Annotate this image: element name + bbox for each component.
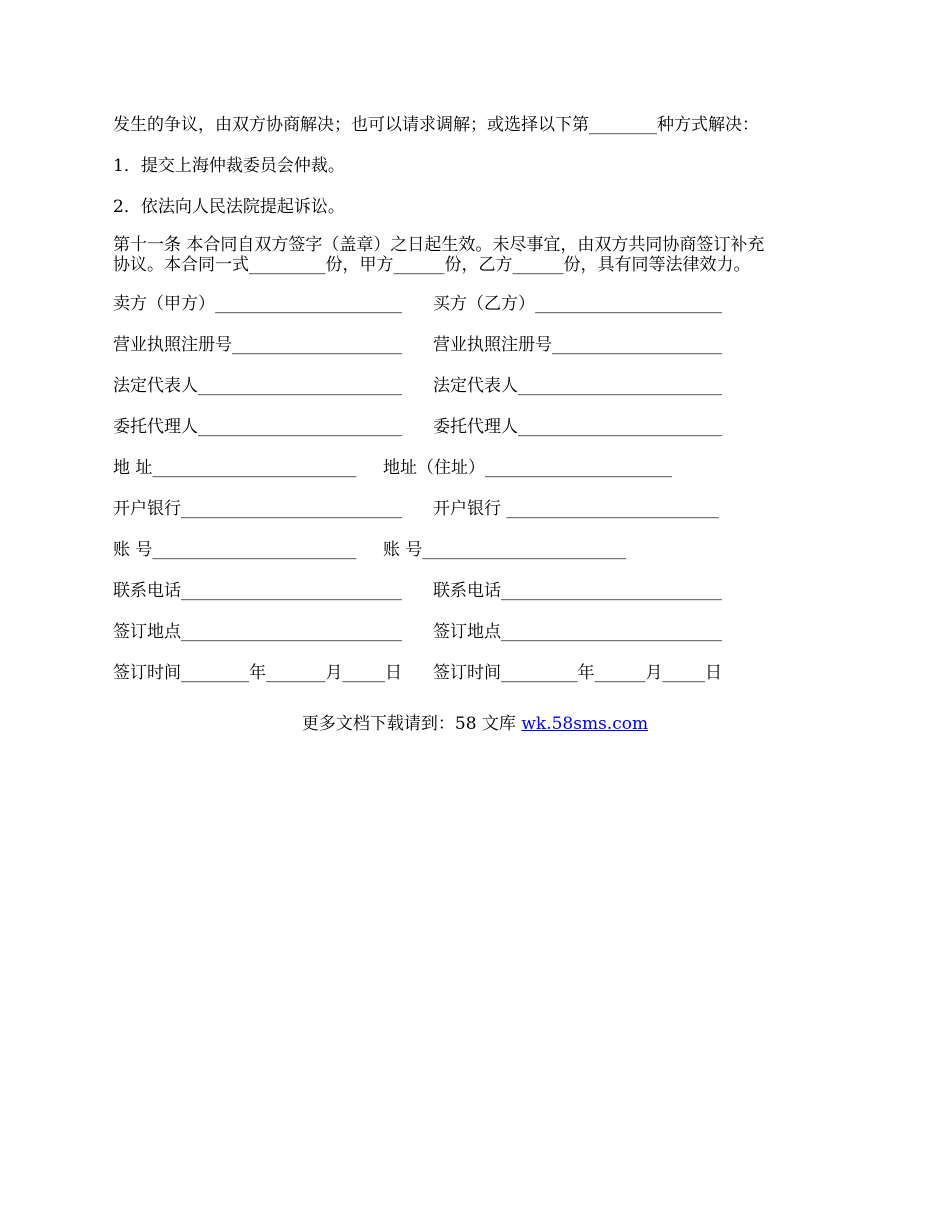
- signature-row-place: [113, 620, 837, 644]
- buyer-legal-rep-field[interactable]: 法定代表人________________________: [433, 376, 722, 396]
- signature-row-legal-rep: [113, 374, 837, 398]
- footer-link[interactable]: wk.58sms.com: [521, 714, 649, 734]
- buyer-party-field[interactable]: 买方（乙方）______________________: [433, 294, 722, 314]
- signature-row-agent: [113, 415, 837, 439]
- clause-11-line-2: 协议。本合同一式_________份，甲方______份，乙方______份，具有同等法律效力。: [113, 255, 751, 275]
- signature-row-license: [113, 333, 837, 357]
- buyer-phone-field[interactable]: 联系电话__________________________: [433, 581, 722, 601]
- buyer-account-field[interactable]: 账 号________________________: [383, 540, 627, 560]
- document-page: [113, 113, 837, 702]
- option-arbitration: 1．提交上海仲裁委员会仲裁。: [113, 156, 345, 176]
- seller-legal-rep-field[interactable]: 法定代表人________________________: [113, 376, 402, 396]
- signature-row-account: [113, 538, 837, 562]
- signature-row-address: [113, 456, 837, 480]
- seller-license-field[interactable]: 营业执照注册号____________________: [113, 335, 402, 355]
- download-footer: [0, 712, 950, 736]
- signature-row-bank: [113, 497, 837, 521]
- seller-address-field[interactable]: 地 址________________________: [113, 458, 357, 478]
- buyer-agent-field[interactable]: 委托代理人________________________: [433, 417, 722, 437]
- signature-row-phone: [113, 579, 837, 603]
- buyer-bank-field[interactable]: 开户银行 _________________________: [433, 499, 719, 519]
- footer-text: 更多文档下载请到：58 文库: [301, 714, 522, 734]
- seller-agent-field[interactable]: 委托代理人________________________: [113, 417, 402, 437]
- clause-11: [113, 235, 837, 275]
- signature-row-date: [113, 661, 837, 685]
- seller-signing-place-field[interactable]: 签订地点__________________________: [113, 622, 402, 642]
- dispute-resolution-text: 发生的争议，由双方协商解决；也可以请求调解；或选择以下第________种方式解决：: [113, 115, 759, 135]
- signature-row-party: [113, 292, 837, 316]
- seller-bank-field[interactable]: 开户银行__________________________: [113, 499, 402, 519]
- seller-account-field[interactable]: 账 号________________________: [113, 540, 357, 560]
- seller-signing-date-field[interactable]: 签订时间________年_______月_____日: [113, 663, 402, 683]
- buyer-license-field[interactable]: 营业执照注册号____________________: [433, 335, 722, 355]
- clause-11-line-1: 第十一条 本合同自双方签字（盖章）之日起生效。未尽事宜，由双方共同协商签订补充: [113, 235, 765, 255]
- seller-phone-field[interactable]: 联系电话__________________________: [113, 581, 402, 601]
- seller-party-field[interactable]: 卖方（甲方）______________________: [113, 294, 402, 314]
- option-litigation: 2．依法向人民法院提起诉讼。: [113, 197, 345, 217]
- buyer-signing-date-field[interactable]: 签订时间_________年______月_____日: [433, 663, 722, 683]
- buyer-signing-place-field[interactable]: 签订地点__________________________: [433, 622, 722, 642]
- buyer-address-field[interactable]: 地址（住址）______________________: [383, 458, 672, 478]
